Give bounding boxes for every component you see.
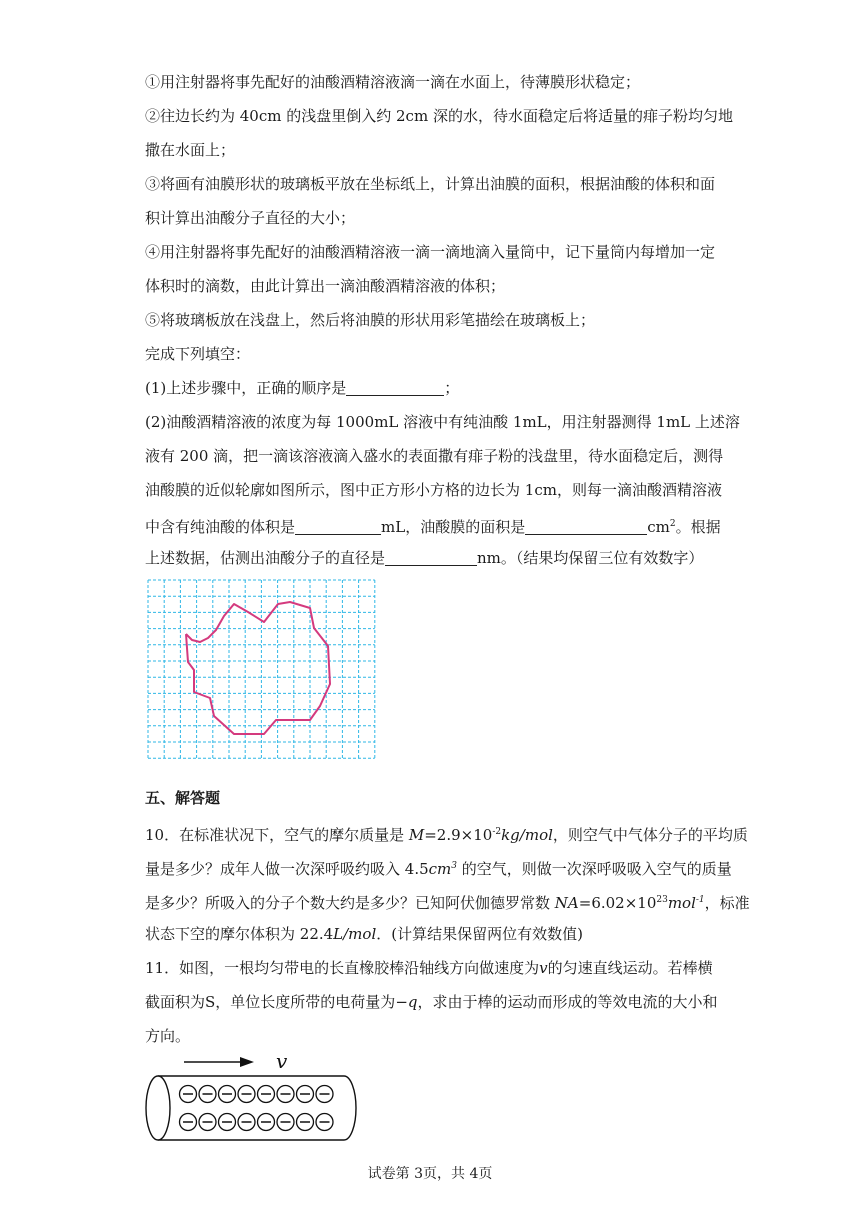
q11-q: −q: [395, 993, 418, 1011]
section-heading: 五、解答题: [145, 789, 221, 807]
q11-line-3: 方向。: [145, 1027, 191, 1045]
q10-sup2: 3: [451, 861, 457, 871]
rod-end-face: [146, 1076, 170, 1140]
charged-rod-figure: [140, 1048, 370, 1144]
q2-text-e: 上述数据，估测出油酸分子的直径是: [145, 549, 386, 567]
q11-line-2: [145, 992, 718, 1012]
answer-blank-area[interactable]: [525, 518, 647, 535]
question-2-line-1: (2)油酸酒精溶液的浓度为每 1000mL 溶液中有纯油酸 1mL，用注射器测得 1mL 上述溶: [145, 413, 740, 431]
q11-t3: 截面积为: [145, 993, 206, 1011]
question-2-line-3: 油酸膜的近似轮廓如图所示，图中正方形小方格的边长为 1cm，则每一滴油酸酒精溶液: [145, 481, 722, 499]
velocity-label: v: [276, 1049, 288, 1073]
q10-line-4: [145, 924, 583, 944]
answer-blank-1[interactable]: [346, 379, 444, 396]
velocity-arrow-head: [240, 1057, 254, 1067]
q11-t2: 的匀速直线运动。若棒横: [547, 959, 713, 977]
grid-lines: [148, 580, 375, 758]
charge-symbols: [180, 1086, 334, 1131]
q2-text-d: 。根据: [675, 518, 721, 536]
question-1: [145, 378, 459, 398]
q1-end: ；: [444, 379, 460, 397]
q10-t2: =2.9×10: [424, 826, 493, 844]
oil-film-grid-figure: [144, 576, 376, 766]
q11-t1: 11．如图，一根均匀带电的长直橡胶棒沿轴线方向做速度为: [145, 959, 540, 977]
page-footer: 试卷第 3页，共 4页: [367, 1166, 493, 1182]
answer-blank-diameter[interactable]: [385, 549, 477, 566]
q10-t4: 量是多少？成年人做一次深呼吸约吸入 4.5: [145, 860, 429, 878]
q10-line-1: [145, 822, 748, 845]
q10-sup1: -2: [492, 827, 502, 837]
q10-unit3: mol: [667, 894, 696, 912]
q10-unit2: cm: [428, 860, 452, 878]
q10-sup3: 23: [656, 895, 668, 905]
step-2-line-1: ②往边长约为 40cm 的浅盘里倒入约 2cm 深的水，待水面稳定后将适量的痱子粉均匀地: [145, 107, 733, 125]
question-2-line-4: [145, 514, 721, 537]
q2-unit-cm: cm: [647, 518, 670, 536]
q10-t6: 是多少？所吸入的分子个数大约是多少？已知阿伏伽德罗常数: [145, 894, 555, 912]
q2-text-a: 中含有纯油酸的体积是: [145, 518, 296, 536]
step-3-line-1: ③将画有油膜形状的玻璃板平放在坐标纸上，计算出油膜的面积，根据油酸的体积和面: [145, 175, 716, 193]
fill-intro: 完成下列填空：: [145, 345, 251, 363]
step-1: ①用注射器将事先配好的油酸酒精溶液滴一滴在水面上，待薄膜形状稳定；: [145, 73, 641, 91]
step-5: ⑤将玻璃板放在浅盘上，然后将油膜的形状用彩笔描绘在玻璃板上；: [145, 311, 596, 329]
q2-text-f: nm。（结果均保留三位有效数字）: [477, 549, 704, 567]
q10-t8: ，标准: [704, 894, 750, 912]
q11-S: S: [205, 993, 216, 1011]
question-2-line-5: [145, 548, 703, 568]
step-4-line-1: ④用注射器将事先配好的油酸酒精溶液一滴一滴地滴入量筒中，记下量筒内每增加一定: [145, 243, 716, 261]
q1-text: (1)上述步骤中，正确的顺序是: [145, 379, 347, 397]
q10-unit4: L/mol: [333, 925, 377, 943]
step-2-line-2: 撒在水面上；: [145, 141, 236, 159]
q10-line-3: [145, 890, 750, 913]
q10-M: M: [408, 826, 425, 844]
oil-film-outline: [186, 602, 330, 734]
answer-blank-volume[interactable]: [295, 518, 381, 535]
q10-unit1: kg/mol: [501, 826, 553, 844]
q10-NA: NA: [554, 894, 579, 912]
q2-text-b: mL，油酸膜的面积是: [381, 518, 526, 536]
q10-t3: ，则空气中气体分子的平均质: [552, 826, 748, 844]
q11-line-1: [145, 958, 713, 978]
q10-t7: =6.02×10: [578, 894, 657, 912]
question-2-line-2: 液有 200 滴，把一滴该溶液滴入盛水的表面撒有痱子粉的浅盘里，待水面稳定后，测得: [145, 447, 724, 465]
q2-unit-sup: 2: [669, 519, 676, 529]
q10-sup4: -1: [695, 895, 705, 905]
q10-t10: ．(计算结果保留两位有效数值): [376, 925, 583, 943]
q10-t5: 的空气，则做一次深呼吸吸入空气的质量: [456, 860, 732, 878]
step-3-line-2: 积计算出油酸分子直径的大小；: [145, 209, 356, 227]
q10-line-2: [145, 856, 732, 879]
q10-t9: 状态下空的摩尔体积为 22.4: [145, 925, 334, 943]
q10-t1: 10．在标准状况下，空气的摩尔质量是: [145, 826, 409, 844]
q11-t5: ，求由于棒的运动而形成的等效电流的大小和: [417, 993, 718, 1011]
step-4-line-2: 体积时的滴数，由此计算出一滴油酸酒精溶液的体积；: [145, 277, 506, 295]
q11-t4: ，单位长度所带的电荷量为: [215, 993, 396, 1011]
q11-v: v: [539, 959, 548, 977]
